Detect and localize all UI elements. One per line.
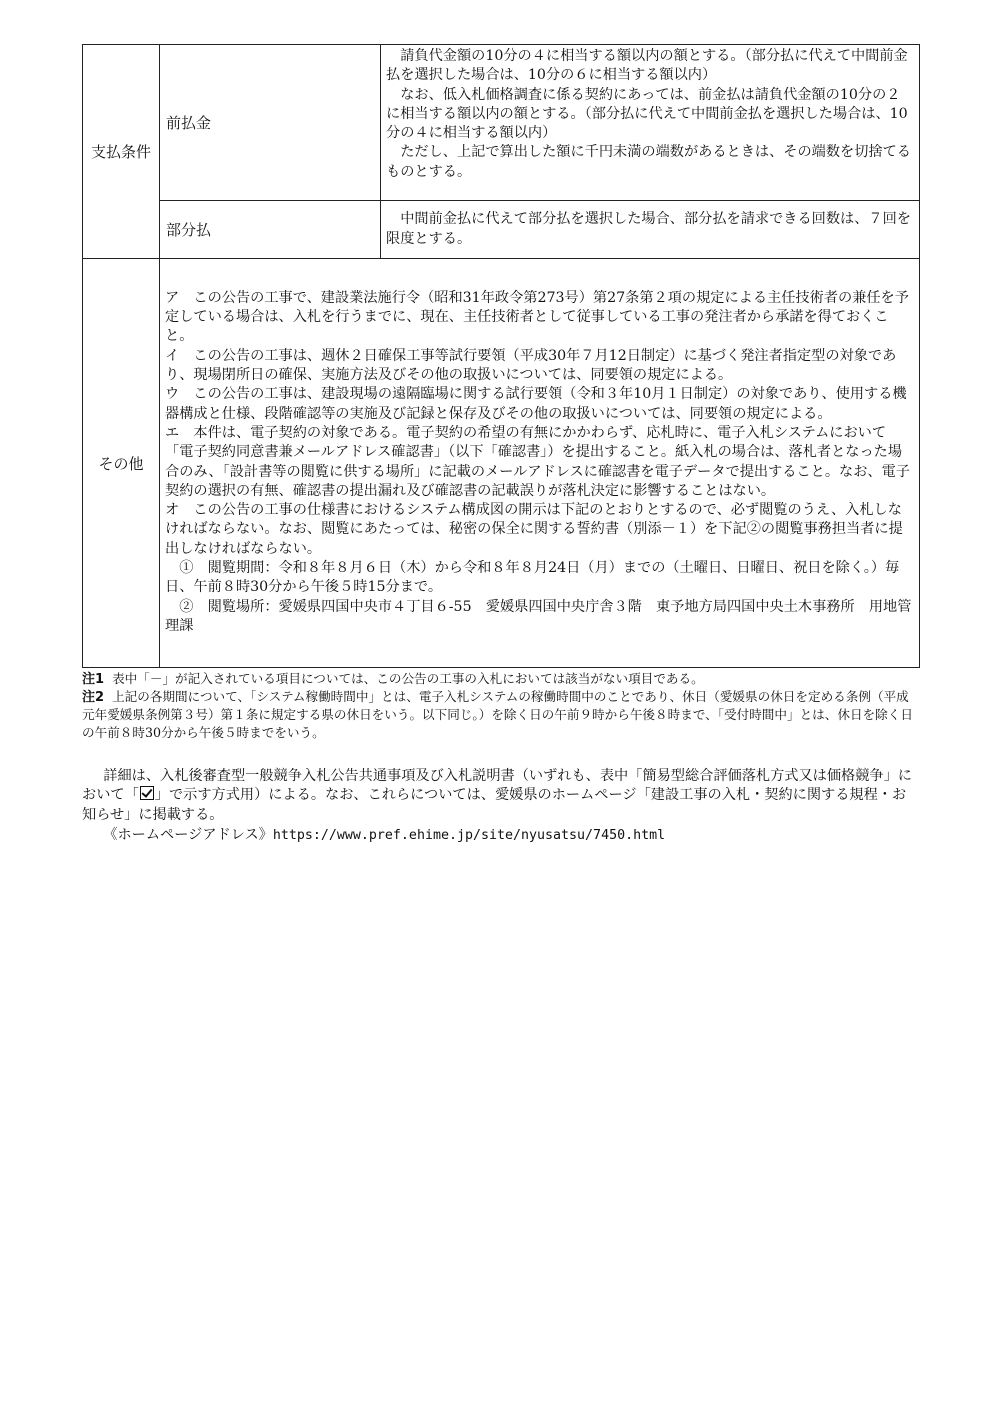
note-1 bbox=[82, 670, 920, 688]
detail-text-before: 詳細は、入札後審査型一般競争入札公告共通事項及び入札説明書（いずれも、表中「簡易型総合評価落札方式又は価格競争」において「 bbox=[82, 767, 912, 804]
document-page bbox=[82, 44, 920, 845]
other-item: イ この公告の工事は、週休２日確保工事等試行要領（平成30年７月12日制定）に基づく発注者指定型の対象であり、現場閉所日の確保、実施方法及びその他の取扱いについては、同要領の規定による。 bbox=[165, 347, 897, 384]
partial-line: 中間前金払に代えて部分払を選択した場合、部分払を請求できる回数は、７回を限度とする。 bbox=[386, 211, 911, 247]
other-item: エ 本件は、電子契約の対象である。電子契約の希望の有無にかかわらず、応札時に、電子入札システムにおいて「電子契約同意書兼メールアドレス確認書」（以下「確認書」）を提出すること。紙入札の場合は、落札者となった場合のみ、「設計書等の閲覧に供する場所」に記載のメールアドレスに確認書を電子データで提出すること。なお、電子契約の選択の有無、確認書の提出漏れ及び確認書の記載誤りが落札決定に影響することはない。 bbox=[165, 424, 910, 499]
note-2 bbox=[82, 688, 920, 741]
other-text bbox=[160, 259, 920, 668]
partial-payment-row bbox=[83, 201, 920, 259]
note-text: 上記の各期間について、「システム稼働時間中」とは、電子入札システムの稼働時間中のことであり、休日（愛媛県の休日を定める条例（平成元年愛媛県条例第３号）第１条に規定する県の休日をいう。以下同じ。）を除く日の午前９時から午後８時まで、「受付時間中」とは、休日を除く日の午前８時30分から午後５時までをいう。 bbox=[82, 689, 913, 740]
note-text: 表中「－」が記入されている項目については、この公告の工事の入札においては該当がない項目である。 bbox=[112, 671, 704, 686]
partial-payment-text bbox=[381, 201, 920, 259]
advance-line: 請負代金額の10分の４に相当する額以内の額とする。（部分払に代えて中間前金払を選択した場合は、10分の６に相当する額以内） bbox=[386, 48, 908, 84]
other-item: ウ この公告の工事は、建設現場の遠隔臨場に関する試行要領（令和３年10月１日制定）の対象であり、使用する機器構成と仕様、段階確認等の実施及び記録と保存及びその他の取扱いについては、同要領の規定による。 bbox=[165, 386, 907, 422]
notes-section bbox=[82, 670, 920, 741]
partial-payment-label: 部分払 bbox=[160, 201, 381, 259]
other-row bbox=[83, 259, 920, 668]
other-sub-item: ② 閲覧場所：愛媛県四国中央市４丁目６-55 愛媛県四国中央庁舎３階 東予地方局四国中央土木事務所 用地管理課 bbox=[165, 598, 912, 634]
detail-section bbox=[82, 767, 920, 845]
advance-line: なお、低入札価格調査に係る契約にあっては、前金払は請負代金額の10分の２に相当する額以内の額とする。（部分払に代えて中間前金払を選択した場合は、10分の４に相当する額以内） bbox=[386, 86, 908, 142]
payment-conditions-header: 支払条件 bbox=[83, 45, 160, 259]
note-label: 注2 bbox=[82, 690, 105, 706]
checked-box-icon bbox=[140, 786, 154, 800]
url-label: 《ホームページアドレス》 bbox=[103, 826, 273, 843]
other-item: ア この公告の工事で、建設業法施行令（昭和31年政令第273号）第27条第２項の規定による主任技術者の兼任を予定している場合は、入札を行うまでに、現在、主任技術者として従事している工事の発注者から承諾を得ておくこと。 bbox=[165, 289, 909, 345]
advance-payment-label: 前払金 bbox=[160, 45, 381, 201]
advance-payment-text bbox=[381, 45, 920, 201]
detail-text-after: 」で示す方式用）による。なお、これらについては、愛媛県のホームページ「建設工事の入札・契約に関する規程・お知らせ」に掲載する。 bbox=[82, 787, 907, 823]
other-header: その他 bbox=[83, 259, 160, 668]
advance-line: ただし、上記で算出した額に千円未満の端数があるときは、その端数を切捨てるものとする。 bbox=[386, 144, 911, 180]
homepage-url-link[interactable]: https://www.pref.ehime.jp/site/nyusatsu/7450.html bbox=[272, 827, 666, 843]
homepage-address bbox=[82, 826, 920, 846]
note-label: 注1 bbox=[82, 672, 105, 687]
other-item: オ この公告の工事の仕様書におけるシステム構成図の開示は下記のとおりとするので、必ず閲覧のうえ、入札しなければならない。なお、閲覧にあたっては、秘密の保全に関する誓約書（別添－１）を下記②の閲覧事務担当者に提出しなければならない。 bbox=[165, 502, 903, 557]
advance-payment-row bbox=[83, 45, 920, 201]
other-sub-item: ① 閲覧期間：令和８年８月６日（木）から令和８年８月24日（月）までの（土曜日、日曜日、祝日を除く。）毎日、午前８時30分から午後５時15分まで。 bbox=[165, 559, 900, 596]
conditions-table bbox=[82, 44, 920, 668]
detail-paragraph bbox=[82, 767, 920, 826]
